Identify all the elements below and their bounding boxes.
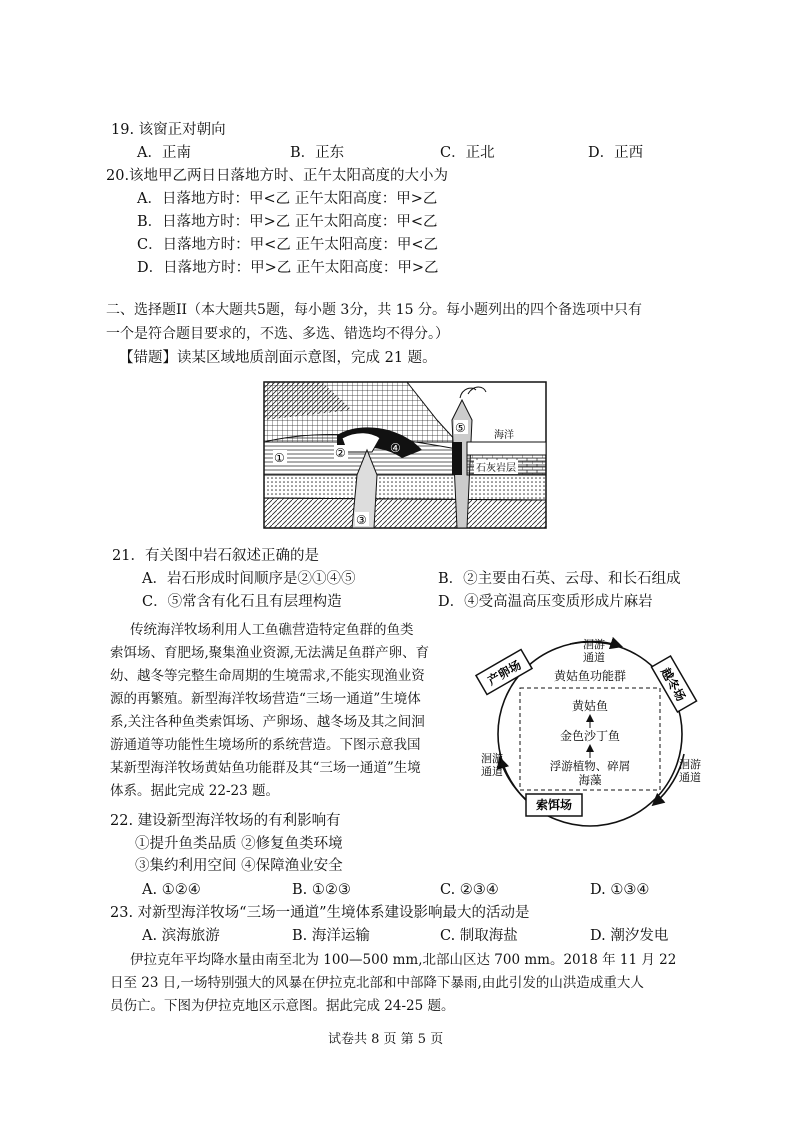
marker-3: ③	[356, 513, 367, 527]
q22-items-2: ③集约利用空间 ④保障渔业安全	[135, 858, 343, 874]
passage22-line7: 某新型海洋牧场黄姑鱼功能群及其“三场一通道”生境	[110, 760, 421, 776]
winter-ground-label: 越冬场	[658, 665, 689, 704]
section-2-heading-line1: 二、选择题II（本大题共5题，每小题 3分，共 15 分。每小题列出的四个备选项中只有	[106, 302, 643, 318]
group-title: 黄姑鱼功能群	[553, 669, 627, 683]
base-1-label: 浮游植物、碎屑	[549, 759, 631, 773]
passage24-line2: 日至 23 日,一场特别强大的风暴在伊拉克北部和中部降下暴雨,由此引发的山洪造成重大人	[110, 975, 644, 991]
q23-option-a: A. 滨海旅游	[142, 928, 220, 944]
feed-ground-label: 索饵场	[535, 798, 573, 812]
fish-1-label: 黄姑鱼	[571, 699, 609, 713]
habitat-cycle-diagram	[474, 634, 706, 830]
passage24-line1: 伊拉克年平均降水量由南至北为 100—500 mm,北部山区达 700 mm。2018 年 11 月 22	[130, 952, 677, 968]
q20-option-b: B．日落地方时：甲>乙 正午太阳高度：甲<乙	[137, 214, 438, 230]
q23-option-c: C. 制取海盐	[440, 928, 518, 944]
q22-items-1: ①提升鱼类品质 ②修复鱼类环境	[135, 836, 343, 852]
migrate-left-2: 通道	[481, 765, 503, 778]
marker-4: ④	[390, 441, 401, 455]
q19-option-a: A．正南	[137, 145, 191, 161]
passage22-line6: 游通道等功能性生境场所的系统营造。下图示意我国	[110, 737, 421, 753]
passage22-line1: 传统海洋牧场利用人工鱼礁营造特定鱼群的鱼类	[130, 622, 414, 638]
geologic-section-figure	[262, 380, 548, 530]
passage22-line4: 源的再繁殖。新型海洋牧场营造“三场一通道”生境体	[110, 691, 421, 707]
base-2-label: 海藻	[578, 773, 602, 787]
migrate-right-1: 洄游	[679, 758, 701, 771]
q21-option-d: D．④受高温高压变质形成片麻岩	[438, 594, 653, 610]
page-footer: 试卷共 8 页 第 5 页	[328, 1032, 444, 1047]
marker-2: ②	[335, 446, 346, 460]
fish-2-label: 金色沙丁鱼	[559, 729, 621, 743]
spawn-ground-label: 产卵场	[485, 657, 524, 688]
q20-option-d: D．日落地方时：甲>乙 正午太阳高度：甲>乙	[137, 260, 439, 276]
q20-stem: 20.该地甲乙两日日落地方时、正午太阳高度的大小为	[106, 168, 449, 184]
sea-label: 海洋	[494, 430, 514, 441]
q22-stem: 22. 建设新型海洋牧场的有利影响有	[110, 813, 341, 829]
passage22-line5: 系,关注各种鱼类索饵场、产卵场、越冬场及其之间洄	[110, 714, 425, 730]
q22-option-c: C. ②③④	[440, 882, 499, 898]
passage22-line3: 幼、越冬等完整生命周期的生境需求,不能实现渔业资	[110, 668, 425, 684]
intro-21: 【错题】读某区域地质剖面示意图，完成 21 题。	[119, 350, 437, 366]
migrate-left-1: 洄游	[481, 752, 503, 765]
q22-option-a: A. ①②④	[142, 882, 201, 898]
q20-option-a: A．日落地方时：甲<乙 正午太阳高度：甲>乙	[137, 191, 438, 207]
q19-option-c: C．正北	[440, 145, 495, 161]
passage24-line3: 员伤亡。下图为伊拉克地区示意图。据此完成 24-25 题。	[110, 998, 455, 1014]
passage22-line2: 索饵场、育肥场,聚集渔业资源,无法满足鱼群产卵、育	[110, 645, 430, 661]
q19-option-d: D．正西	[588, 145, 644, 161]
q19-stem: 19. 该窗正对朝向	[111, 122, 226, 138]
migrate-right-2: 通道	[679, 771, 701, 784]
q21-option-a: A．岩石形成时间顺序是②①④⑤	[142, 571, 356, 587]
q23-option-b: B. 海洋运输	[292, 928, 370, 944]
q21-stem: 21．有关图中岩石叙述正确的是	[112, 548, 319, 564]
limestone-label: 石灰岩层	[476, 463, 516, 474]
passage22-line8: 体系。据此完成 22-23 题。	[110, 783, 280, 799]
marker-5: ⑤	[455, 421, 466, 435]
migrate-top-1: 洄游	[583, 638, 605, 651]
q23-option-d: D. 潮汐发电	[590, 928, 669, 944]
q21-option-c: C．⑤常含有化石且有层理构造	[142, 594, 342, 610]
migrate-top-2: 通道	[583, 651, 605, 664]
marker-1: ①	[274, 451, 285, 465]
q22-option-d: D. ①③④	[590, 882, 650, 898]
q21-option-b: B．②主要由石英、云母、和长石组成	[438, 571, 681, 587]
section-2-heading-line2: 一个是符合题目要求的，不选、多选、错选均不得分。）	[106, 326, 449, 342]
q20-option-c: C．日落地方时：甲<乙 正午太阳高度：甲<乙	[137, 237, 439, 253]
q19-option-b: B．正东	[290, 145, 345, 161]
q23-stem: 23. 对新型海洋牧场“三场一通道”生境体系建设影响最大的活动是	[110, 905, 530, 921]
q22-option-b: B. ①②③	[292, 882, 351, 898]
